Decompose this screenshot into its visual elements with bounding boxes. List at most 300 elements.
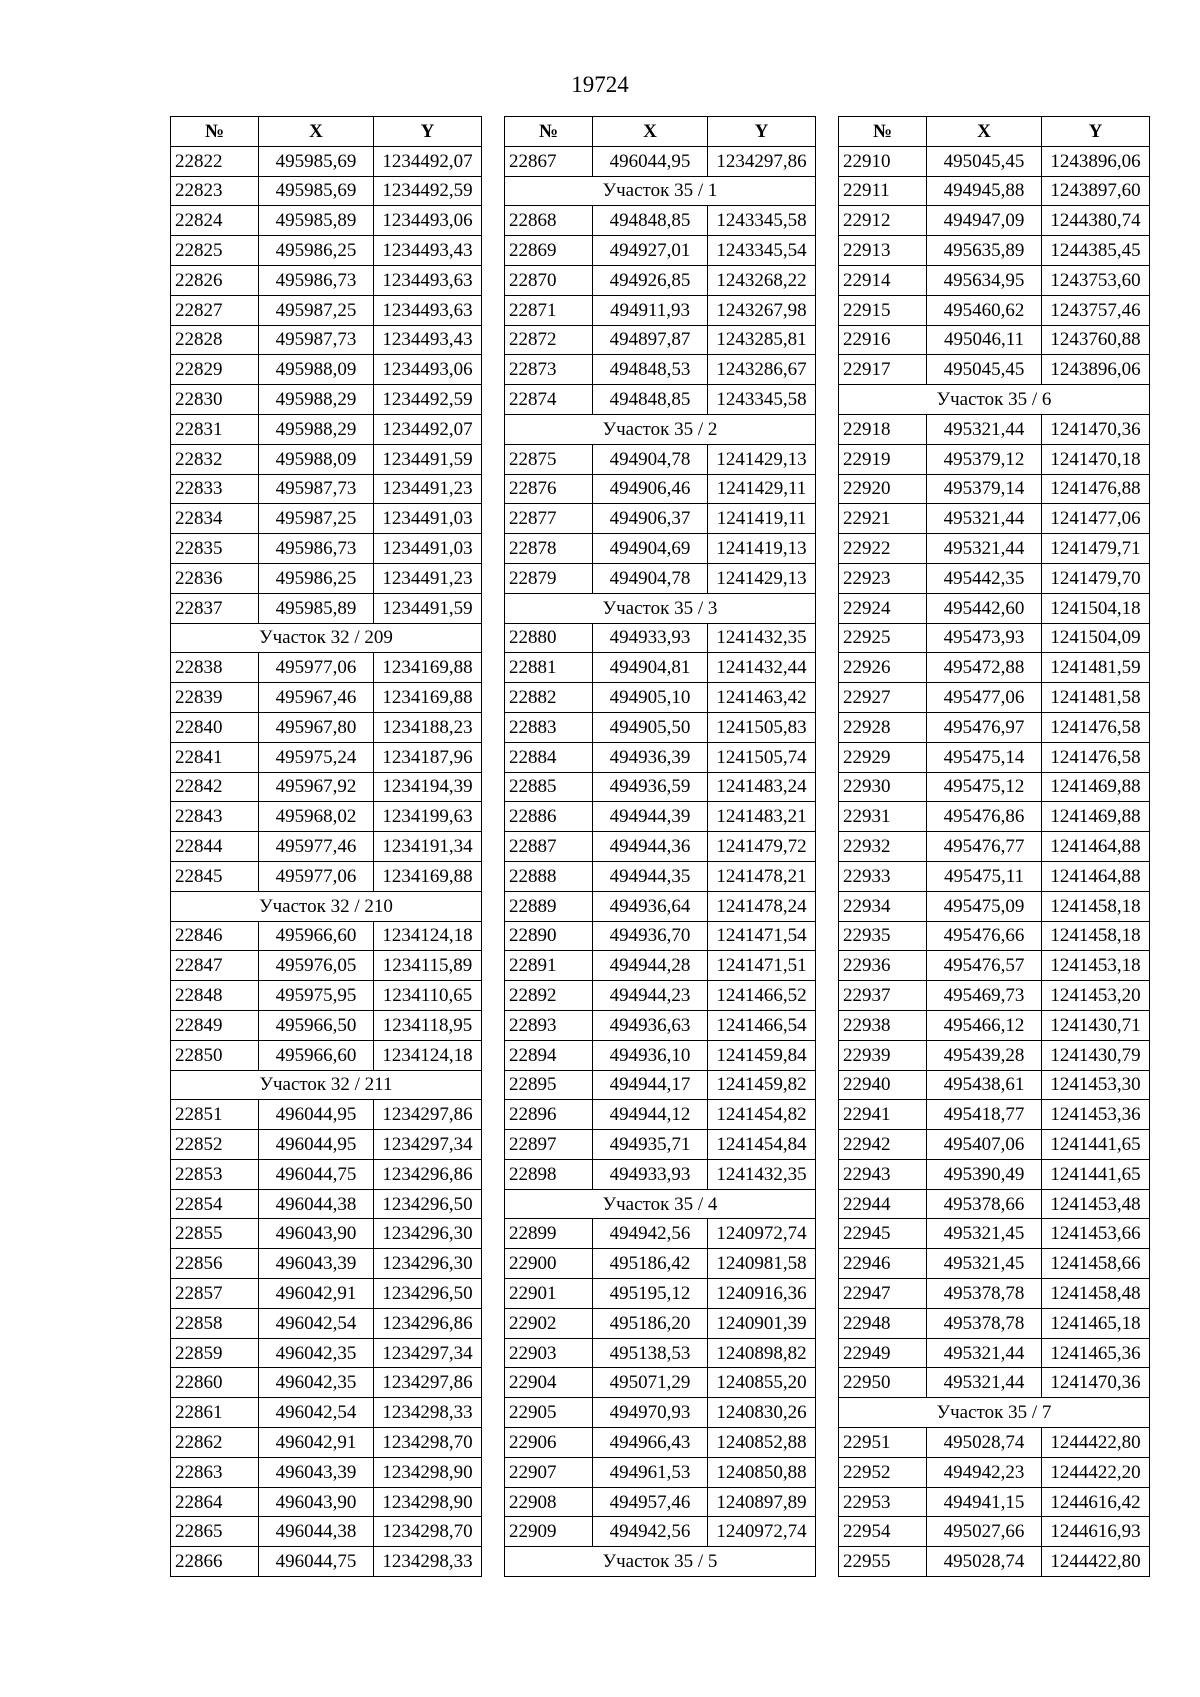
point-number: 22909	[505, 1517, 593, 1547]
y-coordinate: 1234188,23	[374, 712, 482, 742]
point-number: 22828	[171, 325, 259, 355]
point-number: 22900	[505, 1249, 593, 1279]
section-title: Участок 35 / 7	[839, 1398, 1150, 1428]
y-coordinate: 1234491,23	[374, 474, 482, 504]
x-coordinate: 495634,95	[927, 265, 1042, 295]
table-row	[171, 1308, 482, 1338]
x-coordinate: 495460,62	[927, 295, 1042, 325]
x-coordinate: 496042,35	[259, 1338, 374, 1368]
x-coordinate: 494947,09	[927, 206, 1042, 236]
table-row	[505, 1100, 816, 1130]
y-coordinate: 1234297,34	[374, 1130, 482, 1160]
x-coordinate: 494941,15	[927, 1487, 1042, 1517]
table-row	[839, 295, 1150, 325]
point-number: 22895	[505, 1070, 593, 1100]
y-coordinate: 1241459,84	[708, 1040, 816, 1070]
point-number: 22832	[171, 444, 259, 474]
x-coordinate: 495968,02	[259, 802, 374, 832]
y-coordinate: 1243760,88	[1042, 325, 1150, 355]
x-coordinate: 495986,25	[259, 563, 374, 593]
table-row	[171, 1338, 482, 1368]
y-coordinate: 1234297,86	[374, 1368, 482, 1398]
y-coordinate: 1234493,63	[374, 295, 482, 325]
y-coordinate: 1241453,30	[1042, 1070, 1150, 1100]
point-number: 22917	[839, 355, 927, 385]
point-number: 22858	[171, 1308, 259, 1338]
y-coordinate: 1241465,18	[1042, 1308, 1150, 1338]
table-row	[171, 593, 482, 623]
table-row	[839, 265, 1150, 295]
x-coordinate: 495442,35	[927, 563, 1042, 593]
y-coordinate: 1244422,80	[1042, 1547, 1150, 1577]
x-coordinate: 495986,73	[259, 265, 374, 295]
point-number: 22846	[171, 921, 259, 951]
table-row	[839, 1457, 1150, 1487]
y-coordinate: 1241504,18	[1042, 593, 1150, 623]
y-coordinate: 1234491,59	[374, 444, 482, 474]
point-number: 22848	[171, 981, 259, 1011]
table-row	[839, 1219, 1150, 1249]
table-row	[839, 1070, 1150, 1100]
table-row	[171, 1547, 482, 1577]
table-row	[171, 385, 482, 415]
point-number: 22823	[171, 176, 259, 206]
coordinate-tables	[170, 116, 1150, 1577]
point-number: 22915	[839, 295, 927, 325]
x-coordinate: 495985,89	[259, 206, 374, 236]
x-coordinate: 496044,95	[593, 146, 708, 176]
point-number: 22843	[171, 802, 259, 832]
point-number: 22867	[505, 146, 593, 176]
y-coordinate: 1241453,48	[1042, 1189, 1150, 1219]
x-coordinate: 496044,75	[259, 1547, 374, 1577]
table-row	[171, 563, 482, 593]
section-title: Участок 35 / 3	[505, 593, 816, 623]
table-row	[839, 414, 1150, 444]
x-coordinate: 495186,20	[593, 1308, 708, 1338]
x-coordinate: 495418,77	[927, 1100, 1042, 1130]
point-number: 22853	[171, 1159, 259, 1189]
point-number: 22890	[505, 921, 593, 951]
point-number: 22824	[171, 206, 259, 236]
x-coordinate: 495986,73	[259, 534, 374, 564]
x-coordinate: 496043,90	[259, 1487, 374, 1517]
y-coordinate: 1234296,50	[374, 1279, 482, 1309]
section-row	[505, 414, 816, 444]
point-number: 22906	[505, 1428, 593, 1458]
x-coordinate: 495475,11	[927, 861, 1042, 891]
point-number: 22880	[505, 623, 593, 653]
x-coordinate: 496043,39	[259, 1457, 374, 1487]
x-coordinate: 495476,77	[927, 832, 1042, 862]
y-coordinate: 1241477,06	[1042, 504, 1150, 534]
point-number: 22942	[839, 1130, 927, 1160]
table-row	[505, 385, 816, 415]
y-coordinate: 1234169,88	[374, 653, 482, 683]
y-coordinate: 1241458,18	[1042, 891, 1150, 921]
section-title: Участок 35 / 6	[839, 385, 1150, 415]
x-coordinate: 495439,28	[927, 1040, 1042, 1070]
point-number: 22952	[839, 1457, 927, 1487]
y-coordinate: 1234110,65	[374, 981, 482, 1011]
point-number: 22948	[839, 1308, 927, 1338]
table-row	[505, 474, 816, 504]
table-row	[839, 206, 1150, 236]
x-coordinate: 495967,92	[259, 772, 374, 802]
x-coordinate: 494904,81	[593, 653, 708, 683]
table-row	[171, 236, 482, 266]
y-coordinate: 1234115,89	[374, 951, 482, 981]
point-number: 22907	[505, 1457, 593, 1487]
point-number: 22903	[505, 1338, 593, 1368]
table-row	[171, 414, 482, 444]
x-coordinate: 495987,25	[259, 504, 374, 534]
table-row	[505, 1368, 816, 1398]
y-coordinate: 1234169,88	[374, 683, 482, 713]
table-row	[171, 1040, 482, 1070]
table-row	[171, 832, 482, 862]
point-number: 22827	[171, 295, 259, 325]
point-number: 22940	[839, 1070, 927, 1100]
x-coordinate: 494904,78	[593, 563, 708, 593]
x-coordinate: 496042,91	[259, 1279, 374, 1309]
y-coordinate: 1241464,88	[1042, 861, 1150, 891]
y-coordinate: 1241469,88	[1042, 802, 1150, 832]
point-number: 22913	[839, 236, 927, 266]
x-coordinate: 496044,95	[259, 1100, 374, 1130]
x-coordinate: 496043,39	[259, 1249, 374, 1279]
section-title: Участок 35 / 2	[505, 414, 816, 444]
point-number: 22862	[171, 1428, 259, 1458]
x-coordinate: 496044,38	[259, 1517, 374, 1547]
x-coordinate: 495045,45	[927, 355, 1042, 385]
point-number: 22882	[505, 683, 593, 713]
y-coordinate: 1243345,58	[708, 206, 816, 236]
point-number: 22922	[839, 534, 927, 564]
point-number: 22929	[839, 742, 927, 772]
point-number: 22953	[839, 1487, 927, 1517]
table-row	[839, 146, 1150, 176]
point-number: 22826	[171, 265, 259, 295]
y-coordinate: 1234298,70	[374, 1517, 482, 1547]
x-coordinate: 494945,88	[927, 176, 1042, 206]
point-number: 22833	[171, 474, 259, 504]
x-coordinate: 495987,25	[259, 295, 374, 325]
y-coordinate: 1241479,70	[1042, 563, 1150, 593]
x-coordinate: 496044,38	[259, 1189, 374, 1219]
point-number: 22955	[839, 1547, 927, 1577]
y-coordinate: 1240916,36	[708, 1279, 816, 1309]
point-number: 22874	[505, 385, 593, 415]
y-coordinate: 1241429,11	[708, 474, 816, 504]
point-number: 22954	[839, 1517, 927, 1547]
y-coordinate: 1241458,66	[1042, 1249, 1150, 1279]
x-coordinate: 494942,56	[593, 1219, 708, 1249]
point-number: 22916	[839, 325, 927, 355]
table-row	[505, 1428, 816, 1458]
header-y: Y	[1042, 117, 1150, 147]
table-row	[505, 146, 816, 176]
x-coordinate: 495988,29	[259, 385, 374, 415]
x-coordinate: 495976,05	[259, 951, 374, 981]
page-number: 19724	[571, 72, 629, 97]
point-number: 22893	[505, 1010, 593, 1040]
table-row	[505, 206, 816, 236]
y-coordinate: 1234493,06	[374, 206, 482, 236]
y-coordinate: 1234297,34	[374, 1338, 482, 1368]
y-coordinate: 1234296,30	[374, 1249, 482, 1279]
y-coordinate: 1241466,54	[708, 1010, 816, 1040]
point-number: 22881	[505, 653, 593, 683]
point-number: 22841	[171, 742, 259, 772]
y-coordinate: 1241429,13	[708, 563, 816, 593]
table-row	[839, 1517, 1150, 1547]
point-number: 22879	[505, 563, 593, 593]
point-number: 22844	[171, 832, 259, 862]
table-row	[839, 802, 1150, 832]
table-row	[171, 325, 482, 355]
point-number: 22859	[171, 1338, 259, 1368]
x-coordinate: 495475,09	[927, 891, 1042, 921]
x-coordinate: 495028,74	[927, 1547, 1042, 1577]
x-coordinate: 494936,64	[593, 891, 708, 921]
x-coordinate: 494905,50	[593, 712, 708, 742]
table-row	[171, 742, 482, 772]
table-row	[505, 1010, 816, 1040]
table-row	[839, 1040, 1150, 1070]
table-row	[171, 295, 482, 325]
x-coordinate: 495321,44	[927, 534, 1042, 564]
table-row	[171, 534, 482, 564]
point-number: 22864	[171, 1487, 259, 1517]
table-row	[171, 176, 482, 206]
table-row	[505, 653, 816, 683]
point-number: 22943	[839, 1159, 927, 1189]
point-number: 22887	[505, 832, 593, 862]
header-y: Y	[708, 117, 816, 147]
point-number: 22884	[505, 742, 593, 772]
coordinate-table-1	[170, 116, 482, 1577]
point-number: 22872	[505, 325, 593, 355]
point-number: 22851	[171, 1100, 259, 1130]
y-coordinate: 1234199,63	[374, 802, 482, 832]
table-row	[839, 325, 1150, 355]
table-row	[505, 563, 816, 593]
y-coordinate: 1243285,81	[708, 325, 816, 355]
x-coordinate: 494944,12	[593, 1100, 708, 1130]
y-coordinate: 1241459,82	[708, 1070, 816, 1100]
table-row	[171, 474, 482, 504]
y-coordinate: 1234491,23	[374, 563, 482, 593]
y-coordinate: 1234491,03	[374, 504, 482, 534]
point-number: 22865	[171, 1517, 259, 1547]
x-coordinate: 495472,88	[927, 653, 1042, 683]
x-coordinate: 495438,61	[927, 1070, 1042, 1100]
y-coordinate: 1241469,88	[1042, 772, 1150, 802]
x-coordinate: 495138,53	[593, 1338, 708, 1368]
table-row	[839, 504, 1150, 534]
y-coordinate: 1234296,50	[374, 1189, 482, 1219]
table-row	[839, 236, 1150, 266]
section-row	[505, 1547, 816, 1577]
y-coordinate: 1240981,58	[708, 1249, 816, 1279]
point-number: 22944	[839, 1189, 927, 1219]
point-number: 22935	[839, 921, 927, 951]
point-number: 22885	[505, 772, 593, 802]
x-coordinate: 495977,06	[259, 653, 374, 683]
x-coordinate: 494944,36	[593, 832, 708, 862]
point-number: 22898	[505, 1159, 593, 1189]
header-number: №	[839, 117, 927, 147]
point-number: 22877	[505, 504, 593, 534]
section-row	[171, 623, 482, 653]
section-row	[171, 891, 482, 921]
y-coordinate: 1234169,88	[374, 861, 482, 891]
x-coordinate: 496044,95	[259, 1130, 374, 1160]
table-row	[171, 206, 482, 236]
table-row	[505, 1159, 816, 1189]
point-number: 22856	[171, 1249, 259, 1279]
coordinate-table-3	[838, 116, 1150, 1577]
point-number: 22830	[171, 385, 259, 415]
point-number: 22919	[839, 444, 927, 474]
y-coordinate: 1234298,33	[374, 1547, 482, 1577]
y-coordinate: 1241454,84	[708, 1130, 816, 1160]
point-number: 22850	[171, 1040, 259, 1070]
point-number: 22878	[505, 534, 593, 564]
x-coordinate: 494906,46	[593, 474, 708, 504]
y-coordinate: 1241430,71	[1042, 1010, 1150, 1040]
table-row	[839, 1189, 1150, 1219]
point-number: 22837	[171, 593, 259, 623]
table-row	[505, 355, 816, 385]
y-coordinate: 1234298,90	[374, 1457, 482, 1487]
x-coordinate: 495477,06	[927, 683, 1042, 713]
x-coordinate: 494936,39	[593, 742, 708, 772]
section-title: Участок 32 / 210	[171, 891, 482, 921]
table-row	[505, 742, 816, 772]
y-coordinate: 1241483,24	[708, 772, 816, 802]
table-row	[171, 1398, 482, 1428]
table-row	[505, 951, 816, 981]
table-row	[839, 1100, 1150, 1130]
table-row	[839, 1249, 1150, 1279]
table-row	[171, 1100, 482, 1130]
point-number: 22939	[839, 1040, 927, 1070]
y-coordinate: 1241453,18	[1042, 951, 1150, 981]
x-coordinate: 495473,93	[927, 623, 1042, 653]
point-number: 22842	[171, 772, 259, 802]
y-coordinate: 1241476,88	[1042, 474, 1150, 504]
point-number: 22926	[839, 653, 927, 683]
x-coordinate: 495986,25	[259, 236, 374, 266]
table-row	[171, 1428, 482, 1458]
y-coordinate: 1244616,93	[1042, 1517, 1150, 1547]
table-row	[505, 504, 816, 534]
x-coordinate: 495321,44	[927, 1338, 1042, 1368]
table-row	[171, 861, 482, 891]
x-coordinate: 495045,45	[927, 146, 1042, 176]
section-title: Участок 35 / 5	[505, 1547, 816, 1577]
table-row	[171, 1457, 482, 1487]
y-coordinate: 1240850,88	[708, 1457, 816, 1487]
y-coordinate: 1241430,79	[1042, 1040, 1150, 1070]
x-coordinate: 494911,93	[593, 295, 708, 325]
x-coordinate: 494927,01	[593, 236, 708, 266]
x-coordinate: 495476,97	[927, 712, 1042, 742]
point-number: 22831	[171, 414, 259, 444]
x-coordinate: 494897,87	[593, 325, 708, 355]
y-coordinate: 1241465,36	[1042, 1338, 1150, 1368]
x-coordinate: 495186,42	[593, 1249, 708, 1279]
point-number: 22899	[505, 1219, 593, 1249]
x-coordinate: 495966,60	[259, 1040, 374, 1070]
point-number: 22925	[839, 623, 927, 653]
table-row	[171, 1010, 482, 1040]
table-row	[171, 1249, 482, 1279]
y-coordinate: 1240830,26	[708, 1398, 816, 1428]
point-number: 22852	[171, 1130, 259, 1160]
point-number: 22888	[505, 861, 593, 891]
table-row	[505, 295, 816, 325]
table-row	[839, 772, 1150, 802]
table-row	[505, 1457, 816, 1487]
y-coordinate: 1241479,71	[1042, 534, 1150, 564]
table-row	[505, 832, 816, 862]
y-coordinate: 1240852,88	[708, 1428, 816, 1458]
table-row	[505, 772, 816, 802]
point-number: 22870	[505, 265, 593, 295]
x-coordinate: 495321,44	[927, 504, 1042, 534]
y-coordinate: 1234493,43	[374, 236, 482, 266]
point-number: 22835	[171, 534, 259, 564]
x-coordinate: 495379,14	[927, 474, 1042, 504]
table-row	[839, 1130, 1150, 1160]
x-coordinate: 494961,53	[593, 1457, 708, 1487]
y-coordinate: 1241453,66	[1042, 1219, 1150, 1249]
point-number: 22889	[505, 891, 593, 921]
y-coordinate: 1241454,82	[708, 1100, 816, 1130]
table-row	[839, 1308, 1150, 1338]
y-coordinate: 1241441,65	[1042, 1130, 1150, 1160]
point-number: 22934	[839, 891, 927, 921]
table-row	[171, 265, 482, 295]
table-row	[505, 325, 816, 355]
x-coordinate: 495985,89	[259, 593, 374, 623]
x-coordinate: 495027,66	[927, 1517, 1042, 1547]
table-row	[171, 981, 482, 1011]
y-coordinate: 1241458,48	[1042, 1279, 1150, 1309]
y-coordinate: 1244616,42	[1042, 1487, 1150, 1517]
y-coordinate: 1243897,60	[1042, 176, 1150, 206]
x-coordinate: 494906,37	[593, 504, 708, 534]
table-header-row	[505, 117, 816, 147]
y-coordinate: 1241470,18	[1042, 444, 1150, 474]
y-coordinate: 1240898,82	[708, 1338, 816, 1368]
x-coordinate: 495321,44	[927, 414, 1042, 444]
point-number: 22883	[505, 712, 593, 742]
x-coordinate: 494944,17	[593, 1070, 708, 1100]
x-coordinate: 495321,44	[927, 1368, 1042, 1398]
section-row	[839, 1398, 1150, 1428]
point-number: 22933	[839, 861, 927, 891]
table-row	[171, 1219, 482, 1249]
x-coordinate: 495966,60	[259, 921, 374, 951]
x-coordinate: 494944,28	[593, 951, 708, 981]
point-number: 22897	[505, 1130, 593, 1160]
y-coordinate: 1243345,58	[708, 385, 816, 415]
x-coordinate: 496043,90	[259, 1219, 374, 1249]
